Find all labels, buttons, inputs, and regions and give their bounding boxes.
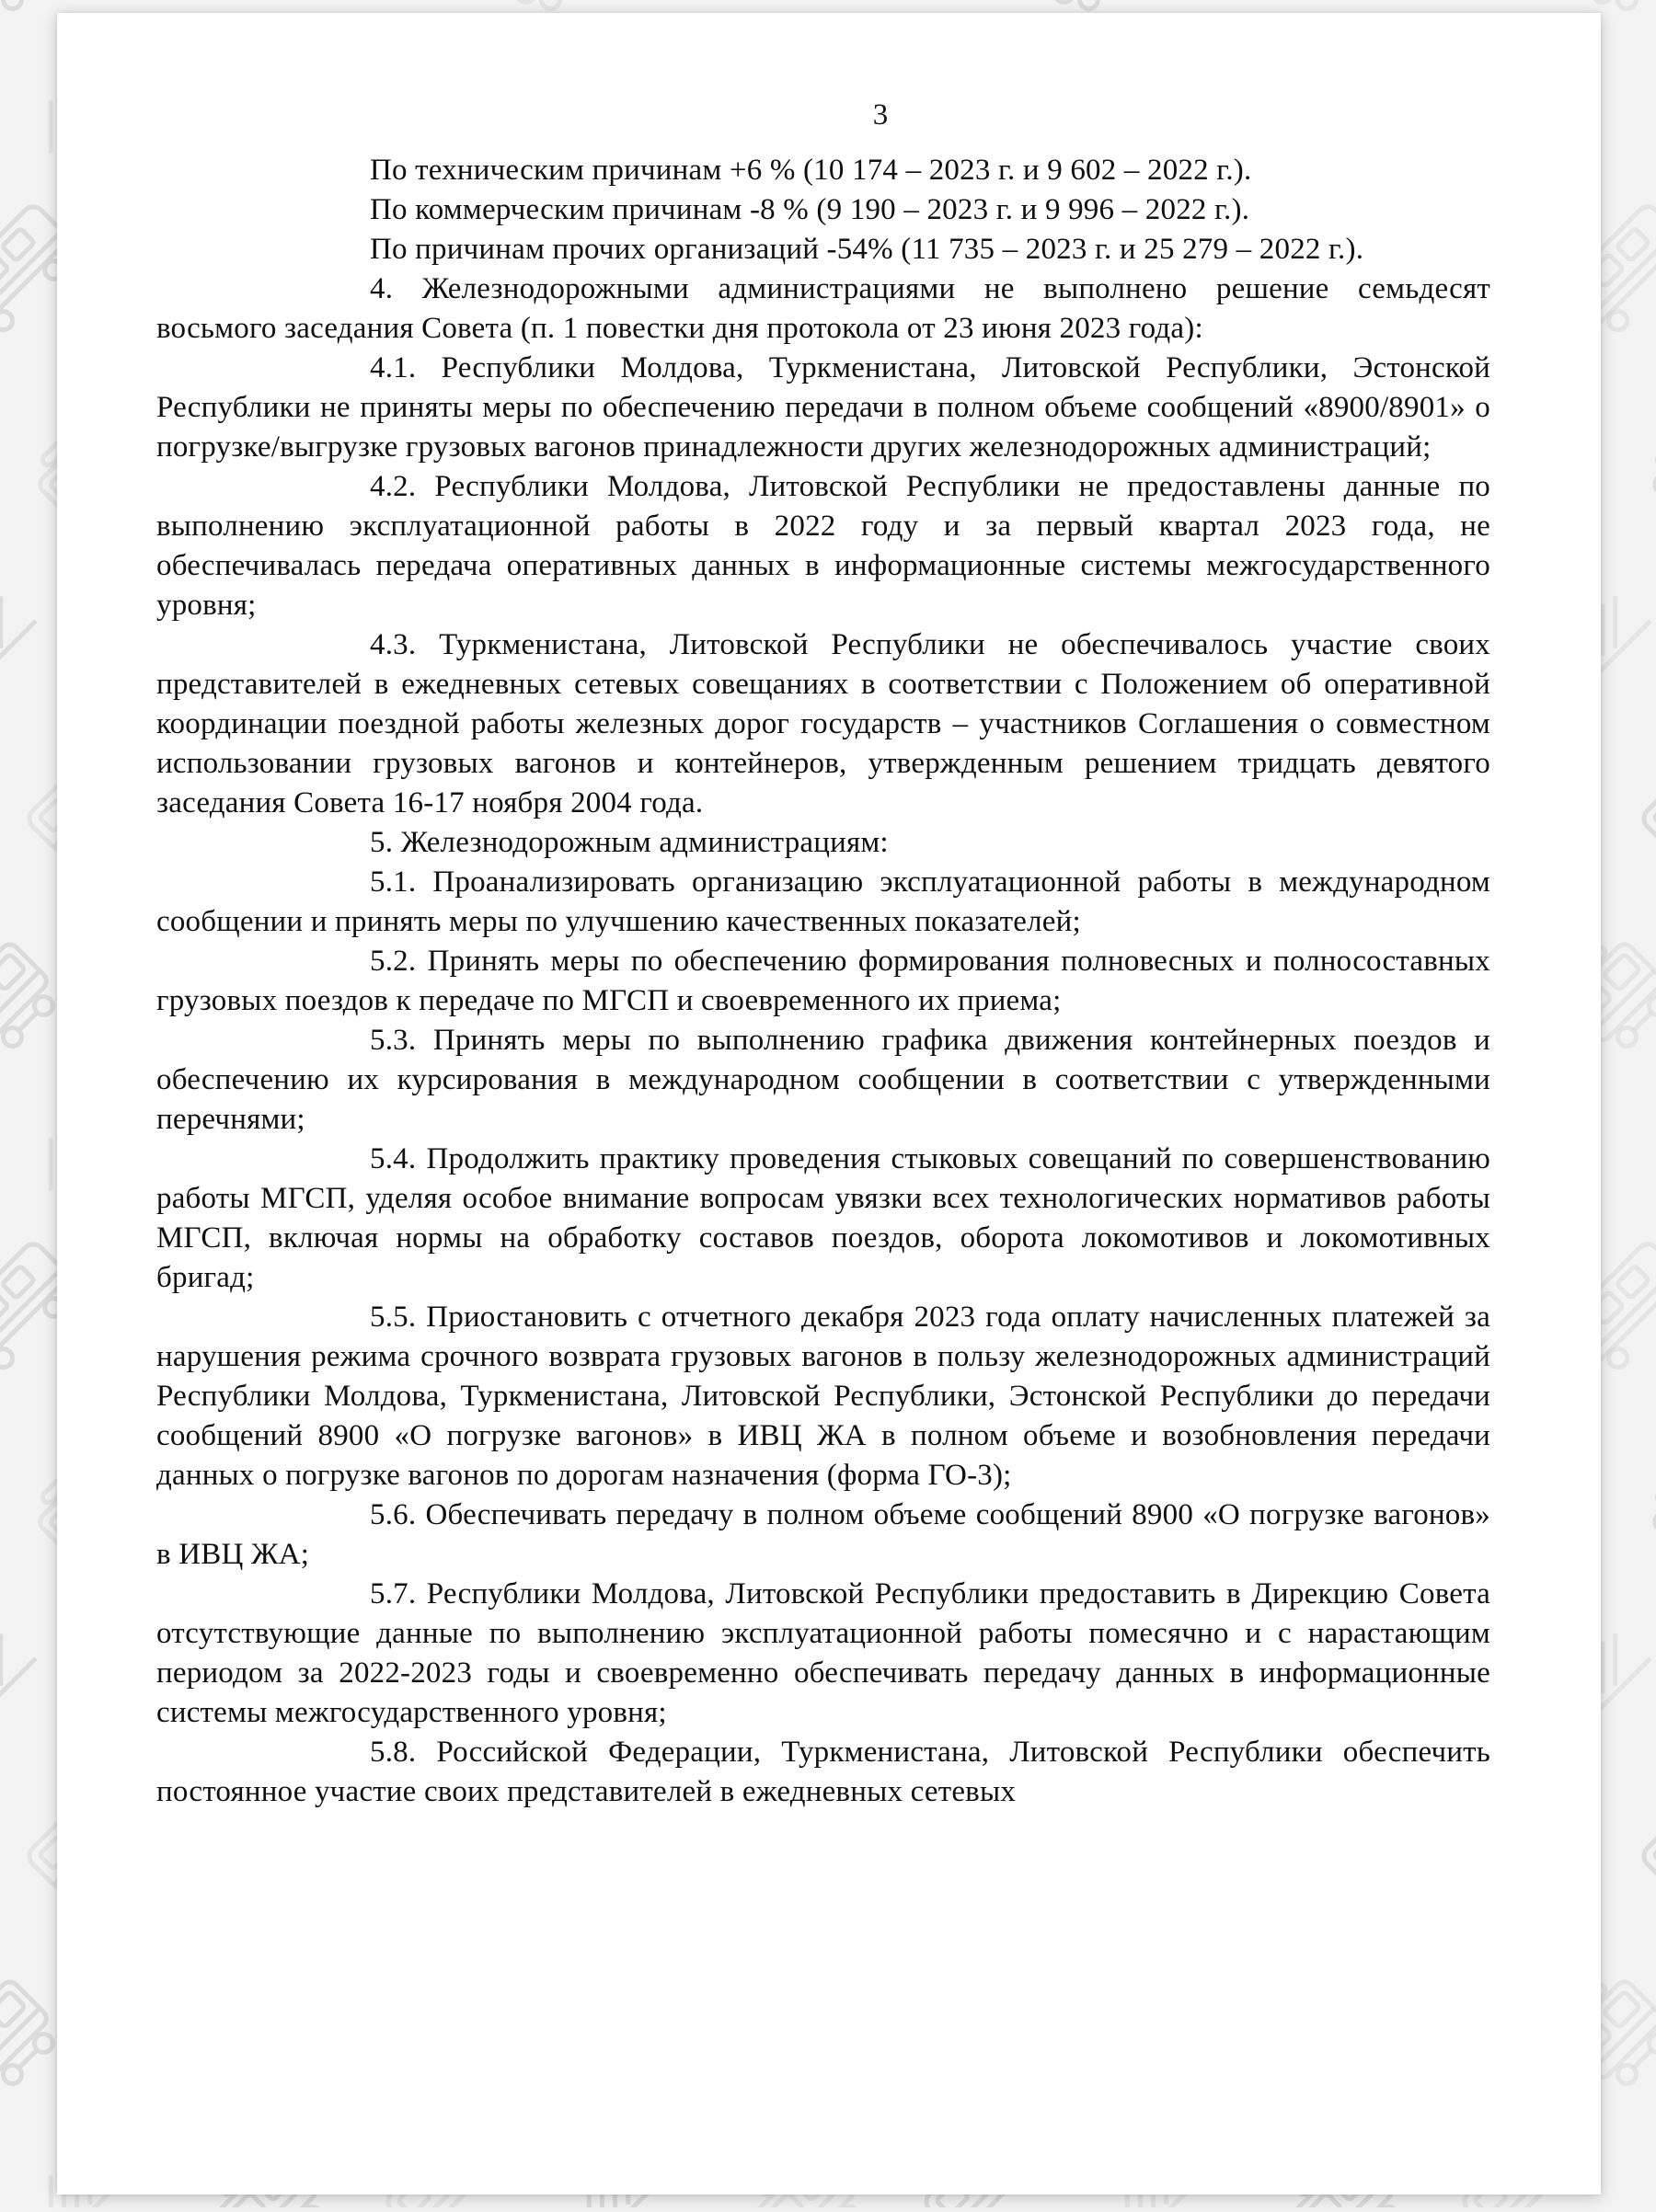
paragraph: 4.2. Республики Молдова, Литовской Республики не предоставлены данные по выполнению эксплуатационной работы в 2022 году и за первый квартал 2023 года, не обеспечивалась передача оперативных данных в информационные системы межгосударственного уровня;: [156, 470, 1490, 622]
train-icon: [1639, 721, 1656, 869]
train-icon: [0, 1621, 36, 1725]
paragraph: 4.3. Туркменистана, Литовской Республики не обеспечивалось участие своих представителей в ежедневных сетевых совещаниях в соответствии с Положением об оперативной координации поездной работы железных дорог государств – участников Соглашения о совместном использовании грузовых вагонов и контейнеров, утвержденным решением тридцать девятого заседания Совета 16-17 ноября 2004 года.: [156, 628, 1490, 819]
train-icon: [1640, 1450, 1656, 1578]
paragraph: 5.7. Республики Молдова, Литовской Республики предоставить в Дирекцию Совета отсутствующие данные по выполнению эксплуатационной работы помесячно и с нарастающим периодом за 2022-2023 годы и своевременно обеспечивать передачу данных в информационные системы межгосударственного уровня;: [156, 1577, 1490, 1729]
train-icon: [1636, 64, 1656, 168]
train-icon: [0, 0, 65, 22]
train-icon: [653, 0, 801, 5]
train-icon: [1191, 0, 1340, 5]
train-icon: [115, 0, 263, 5]
train-icon: [1636, 2139, 1656, 2207]
train-icon: [1639, 1759, 1656, 1907]
train-icon: [0, 583, 36, 687]
paragraph: 5.2. Принять меры по обеспечению формирования полновесных и полносоставных грузовых поездов к передаче по МГСП и своевременного их приема;: [156, 945, 1490, 1017]
paragraph: 4. Железнодорожными администрациями не выполнено решение семьдесят восьмого заседания Совета (п. 1 повестки дня протокола от 23 июня 2023 года):: [156, 272, 1490, 345]
document-page: [57, 13, 1601, 2195]
paragraph: 5.1. Проанализировать организацию эксплуатационной работы в международном сообщении и принять меры по улучшению качественных показателей;: [156, 865, 1490, 938]
paragraph: 5.6. Обеспечивать передачу в полном объеме сообщений 8900 «О погрузке вагонов» в ИВЦ ЖА;: [156, 1498, 1490, 1571]
paragraph: 4.1. Республики Молдова, Туркменистана, Литовской Республики, Эстонской Республики не приняты меры по обеспечению передачи в полном объеме сообщений «8900/8901» о погрузке/выгрузке грузовых вагонов принадлежности других железнодорожных администраций;: [156, 351, 1490, 464]
paragraph: По техническим причинам +6 % (10 174 – 2023 г. и 9 602 – 2022 г.).: [370, 154, 1252, 187]
paragraph: 5. Железнодорожным администрациям:: [370, 826, 889, 859]
page-number: 3: [872, 98, 889, 132]
train-icon: [0, 1968, 65, 2097]
paragraph: По коммерческим причинам -8 % (9 190 – 2023 г. и 9 996 – 2022 г.).: [370, 193, 1250, 226]
paragraph: 5.5. Приостановить с отчетного декабря 2023 года оплату начисленных платежей за нарушения режима срочного возврата грузовых вагонов в пользу железнодорожных администраций Республики Молдова, Туркменистана, Литовской Республики, Эстонской Республики до передачи сообщений 8900 «О погрузке вагонов» в ИВЦ ЖА в полном объеме и возобновления передачи данных о погрузке вагонов по дорогам назначения (форма ГО-3);: [156, 1301, 1490, 1492]
paragraph: По причинам прочих организаций -54% (11 735 – 2023 г. и 25 279 – 2022 г.).: [370, 233, 1364, 266]
train-icon: [1640, 412, 1656, 541]
paragraph: 5.4. Продолжить практику проведения стыковых совещаний по совершенствованию работы МГСП, уделяя особое внимание вопросам увязки всех технологических нормативов работы МГСП, включая нормы на обработку составов поездов, оборота локомотивов и локомотивных бригад;: [156, 1142, 1490, 1294]
paragraph: 5.3. Принять меры по выполнению графика движения контейнерных поездов и обеспечению их курсирования в международном сообщении в соответствии с утвержденными перечнями;: [156, 1024, 1490, 1136]
paragraph: 5.8. Российской Федерации, Туркменистана, Литовской Республики обеспечить постоянное участие своих представителей в ежедневных сетевых: [156, 1736, 1490, 1808]
train-icon: [1636, 1102, 1656, 1206]
document-body: [156, 151, 1490, 1812]
train-icon: [0, 931, 65, 1060]
